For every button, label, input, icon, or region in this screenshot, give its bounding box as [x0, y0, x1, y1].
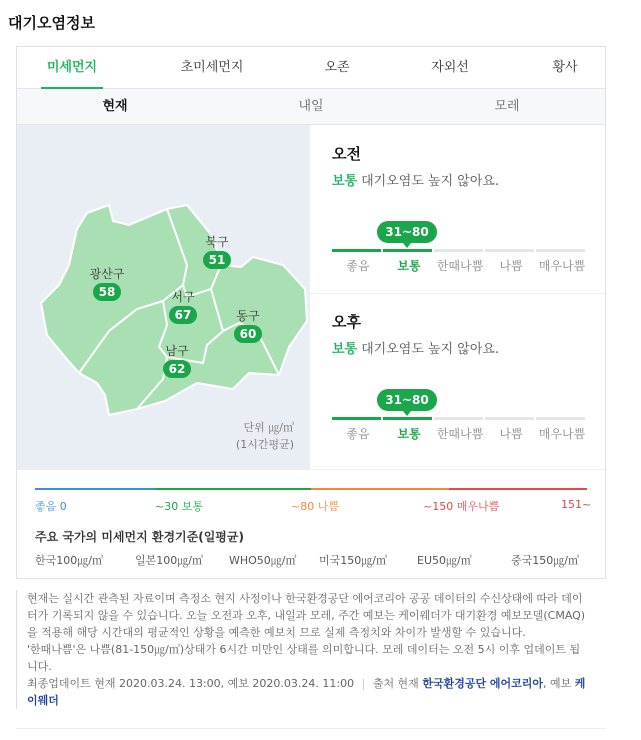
segment-briefly-bad — [434, 417, 483, 420]
grade-segments — [332, 249, 587, 252]
tab-ozone[interactable]: 오존 — [324, 60, 350, 75]
segment-bad — [485, 249, 534, 252]
grade-bad: 나쁨 — [499, 427, 523, 441]
district-name: 서구 — [171, 290, 195, 304]
notes-source-line — [27, 675, 586, 709]
standard-eu: EU50㎍/㎥ — [417, 554, 472, 567]
source-prefix: 출처 현재 — [372, 677, 419, 690]
subtab-now[interactable]: 현재 — [102, 99, 128, 114]
time-subtabs — [17, 89, 605, 125]
grade-very-bad: 매우나쁨 — [538, 427, 586, 441]
forecast-panel — [310, 125, 605, 469]
tab-fine-dust[interactable]: 미세먼지 — [41, 47, 103, 89]
district-value-badge: 51 — [203, 251, 231, 269]
segment-briefly-bad — [434, 249, 483, 252]
notes-paragraph-1: 현재는 실시간 관측된 자료이며 측정소 현지 사정이나 한국환경공단 에어코리아 공공 데이터의 수신상태에 따라 데이터가 기록되지 않을 수 있습니다. 오늘 오전과 오후, 내일과 모레, 주간 예보는 케이웨더가 대기환경 예보모델(CMAQ)을 적용해 해당 시간대의 평균적인 상황을 예측한 예보치 므로 실제 측정치와 차이가 발생할 수 있습니다. — [27, 592, 586, 639]
district-seo[interactable] — [163, 290, 203, 324]
source-kweather-link[interactable]: 케이웨더 — [27, 677, 586, 707]
pollutant-tabs — [17, 47, 605, 89]
scale-bad — [311, 488, 449, 490]
subtab-tomorrow[interactable]: 내일 — [298, 99, 324, 114]
grade-normal: 보통 — [397, 427, 421, 441]
standards-title: 주요 국가의 미세먼지 환경기준(일평균) — [35, 530, 244, 544]
standard-japan: 일본100㎍/㎥ — [135, 554, 203, 567]
period-title: 오후 — [332, 313, 361, 331]
district-gwangsan[interactable] — [87, 267, 127, 301]
notes-paragraph-2: '한때나쁨'은 나쁨(81-150㎍/㎥)상태가 6시간 미만인 상태를 의미합니다. 모레 데이터는 오전 5시 이후 업데이트 됩니다. — [27, 643, 581, 673]
period-status — [332, 338, 592, 357]
segment-normal — [383, 417, 432, 420]
district-name: 북구 — [205, 235, 229, 249]
district-value-badge: 60 — [234, 325, 262, 343]
district-name: 동구 — [236, 309, 260, 323]
forecast-divider — [310, 293, 605, 294]
district-name: 광산구 — [89, 267, 125, 281]
page-title: 대기오염정보 — [8, 14, 95, 32]
source-mid: , 예보 — [543, 677, 572, 690]
scale-very-bad — [449, 488, 587, 490]
standard-china: 중국150㎍/㎥ — [511, 554, 579, 567]
unit-note — [236, 419, 294, 453]
range-pill: 31~80 — [377, 221, 437, 243]
standard-korea: 한국100㎍/㎥ — [35, 554, 103, 567]
range-pill: 31~80 — [377, 389, 437, 411]
update-time: 최종업데이트 현재 2020.03.24. 13:00, 예보 2020.03.24. 11:00 — [27, 677, 355, 690]
period-status — [332, 170, 592, 189]
segment-normal — [383, 249, 432, 252]
segment-very-bad — [536, 249, 585, 252]
forecast-am — [332, 143, 592, 273]
grade-briefly-bad: 한때나쁨 — [436, 259, 484, 273]
standard-usa: 미국150㎍/㎥ — [319, 554, 387, 567]
standard-who: WHO50㎍/㎥ — [229, 554, 297, 567]
district-value-badge: 67 — [169, 306, 197, 324]
grade-bad: 나쁨 — [499, 259, 523, 273]
scale-label-very-bad: ~150 매우나쁨 — [423, 500, 500, 513]
district-map — [17, 125, 310, 469]
district-dong[interactable] — [228, 309, 268, 343]
scale-good — [35, 488, 155, 490]
grade-good: 좋음 — [346, 259, 370, 273]
tab-uv[interactable]: 자외선 — [431, 60, 469, 75]
pm-color-scale — [35, 488, 587, 490]
district-buk[interactable] — [197, 235, 237, 269]
district-name: 남구 — [165, 344, 189, 358]
source-airkorea-link[interactable]: 한국환경공단 에어코리아 — [422, 677, 544, 690]
forecast-pm — [332, 311, 592, 441]
district-value-badge: 62 — [163, 360, 191, 378]
period-title: 오전 — [332, 145, 361, 163]
scale-label-good: 좋음 0 — [35, 500, 67, 513]
subtab-day-after[interactable]: 모레 — [494, 99, 520, 114]
grade-message: 대기오염도 높지 않아요. — [361, 342, 500, 357]
air-quality-card — [16, 46, 606, 579]
grade-normal: 보통 — [397, 259, 421, 273]
grade-message: 대기오염도 높지 않아요. — [361, 174, 500, 189]
bottom-divider — [16, 728, 606, 729]
scale-label-normal: ~30 보통 — [155, 500, 203, 513]
info-notes — [16, 590, 586, 709]
scale-label-bad: ~80 나쁨 — [291, 500, 339, 513]
separator: | — [361, 677, 366, 690]
scale-label-max: 151~ — [561, 498, 592, 511]
standards-section — [17, 469, 605, 579]
segment-bad — [485, 417, 534, 420]
grade-label: 보통 — [332, 174, 358, 189]
district-nam[interactable] — [157, 344, 197, 378]
grade-segments — [332, 417, 587, 420]
grade-briefly-bad: 한때나쁨 — [436, 427, 484, 441]
grade-label: 보통 — [332, 342, 358, 357]
unit-average: (1시간평균) — [235, 438, 294, 451]
grade-good: 좋음 — [346, 427, 370, 441]
tab-ultrafine-dust[interactable]: 초미세먼지 — [180, 60, 244, 75]
tab-yellow-dust[interactable]: 황사 — [552, 60, 578, 75]
segment-good — [332, 249, 381, 252]
grade-very-bad: 매우나쁨 — [538, 259, 586, 273]
district-value-badge: 58 — [93, 283, 121, 301]
unit-label: 단위 ㎍/㎥ — [243, 421, 294, 434]
segment-very-bad — [536, 417, 585, 420]
segment-good — [332, 417, 381, 420]
scale-normal — [155, 488, 311, 490]
